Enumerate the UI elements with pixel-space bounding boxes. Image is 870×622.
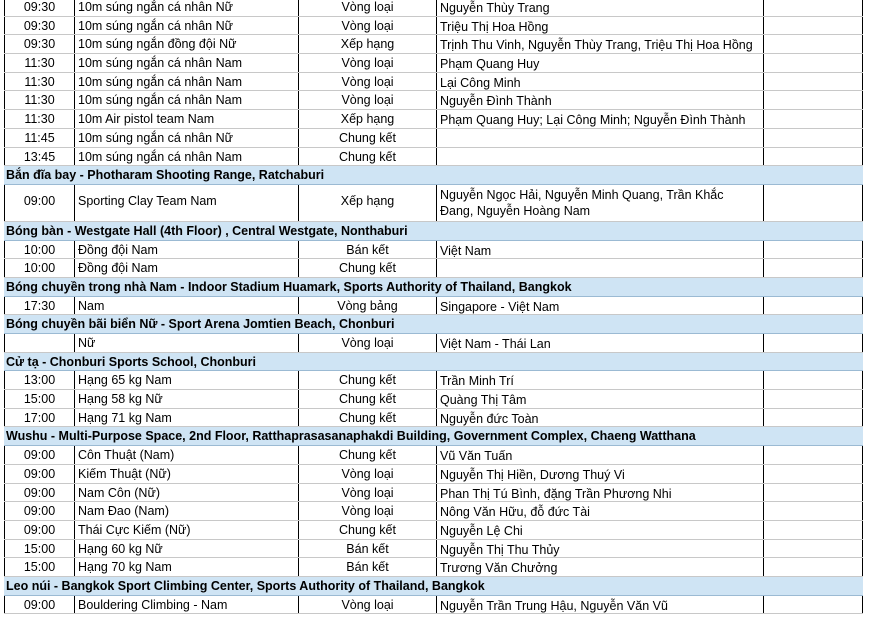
schedule-row[interactable]	[4, 446, 863, 465]
empty-cell[interactable]	[763, 596, 863, 614]
empty-cell[interactable]	[763, 54, 863, 72]
event-cell[interactable]: Đồng đội Nam	[74, 259, 298, 277]
athletes-cell[interactable]: Nguyễn Thị Thu Thủy	[436, 540, 763, 558]
event-cell[interactable]: 10m súng ngắn cá nhân Nữ	[74, 17, 298, 35]
athletes-cell[interactable]	[436, 148, 763, 166]
athletes-cell[interactable]	[436, 129, 763, 147]
athletes-cell[interactable]: Nguyễn Ngọc Hải, Nguyễn Minh Quang, Trần Khắc Đang, Nguyễn Hoàng Nam	[436, 185, 763, 221]
time-cell[interactable]: 09:30	[4, 35, 74, 53]
schedule-row[interactable]	[4, 521, 863, 540]
time-cell[interactable]: 09:00	[4, 596, 74, 614]
event-cell[interactable]: Nam Côn (Nữ)	[74, 484, 298, 502]
time-cell[interactable]: 09:00	[4, 502, 74, 520]
round-cell[interactable]: Vòng loại	[298, 91, 436, 109]
time-cell[interactable]: 10:00	[4, 259, 74, 277]
event-cell[interactable]: Nữ	[74, 334, 298, 352]
schedule-row[interactable]	[4, 465, 863, 484]
empty-cell[interactable]	[763, 35, 863, 53]
round-cell[interactable]: Vòng loại	[298, 73, 436, 91]
venue-header-text: Bóng chuyền trong nhà Nam - Indoor Stadium Huamark, Sports Authority of Thailand, Bangkok	[6, 279, 572, 294]
venue-header-text: Leo núi - Bangkok Sport Climbing Center, Sports Authority of Thailand, Bangkok	[6, 578, 485, 593]
round-cell[interactable]: Chung kết	[298, 371, 436, 389]
round-cell[interactable]: Vòng loại	[298, 465, 436, 483]
time-cell[interactable]: 15:00	[4, 390, 74, 408]
empty-cell[interactable]	[763, 17, 863, 35]
schedule-row[interactable]	[4, 502, 863, 521]
round-cell[interactable]: Chung kết	[298, 409, 436, 427]
schedule-row[interactable]	[4, 484, 863, 503]
schedule-row[interactable]	[4, 0, 863, 17]
round-cell[interactable]: Xếp hạng	[298, 110, 436, 128]
athletes-cell[interactable]: Nông Văn Hữu, đỗ đức Tài	[436, 502, 763, 520]
time-cell[interactable]: 15:00	[4, 540, 74, 558]
empty-cell[interactable]	[763, 558, 863, 576]
round-cell[interactable]: Xếp hạng	[298, 35, 436, 53]
empty-cell[interactable]	[763, 110, 863, 128]
event-cell[interactable]: 10m súng ngắn cá nhân Nữ	[74, 0, 298, 16]
event-cell[interactable]: Đồng đội Nam	[74, 241, 298, 259]
venue-header-row	[4, 353, 863, 372]
time-cell[interactable]: 13:45	[4, 148, 74, 166]
athletes-cell[interactable]: Nguyễn đức Toàn	[436, 409, 763, 427]
time-cell[interactable]: 11:45	[4, 129, 74, 147]
round-cell[interactable]: Vòng loại	[298, 334, 436, 352]
event-cell[interactable]: Bouldering Climbing - Nam	[74, 596, 298, 614]
event-cell[interactable]: 10m súng ngắn cá nhân Nam	[74, 91, 298, 109]
athletes-cell[interactable]: Việt Nam - Thái Lan	[436, 334, 763, 352]
round-cell[interactable]: Vòng loại	[298, 596, 436, 614]
time-cell[interactable]: 09:00	[4, 185, 74, 221]
empty-cell[interactable]	[763, 484, 863, 502]
time-cell[interactable]	[4, 334, 74, 352]
round-cell[interactable]: Chung kết	[298, 446, 436, 464]
venue-header-text: Bắn đĩa bay - Photharam Shooting Range, Ratchaburi	[6, 168, 325, 183]
athletes-cell[interactable]: Phạm Quang Huy; Lại Công Minh; Nguyễn Đình Thành	[436, 110, 763, 128]
event-cell[interactable]: 10m súng ngắn đồng đội Nữ	[74, 35, 298, 53]
time-cell[interactable]: 09:30	[4, 0, 74, 16]
schedule-row[interactable]	[4, 35, 863, 54]
round-cell[interactable]: Vòng loại	[298, 0, 436, 16]
event-cell[interactable]: Hạng 71 kg Nam	[74, 409, 298, 427]
event-cell[interactable]: Sporting Clay Team Nam	[74, 185, 298, 221]
schedule-row[interactable]	[4, 129, 863, 148]
time-cell[interactable]: 17:30	[4, 297, 74, 315]
event-cell[interactable]: Hạng 58 kg Nữ	[74, 390, 298, 408]
schedule-row[interactable]	[4, 540, 863, 559]
athletes-cell[interactable]: Lại Công Minh	[436, 73, 763, 91]
empty-cell[interactable]	[763, 540, 863, 558]
empty-cell[interactable]	[763, 502, 863, 520]
schedule-row[interactable]	[4, 409, 863, 428]
schedule-row[interactable]	[4, 54, 863, 73]
athletes-cell[interactable]: Quàng Thị Tâm	[436, 390, 763, 408]
empty-cell[interactable]	[763, 148, 863, 166]
athletes-cell[interactable]: Phạm Quang Huy	[436, 54, 763, 72]
empty-cell[interactable]	[763, 91, 863, 109]
athletes-cell[interactable]: Nguyễn Trần Trung Hậu, Nguyễn Văn Vũ	[436, 596, 763, 614]
athletes-cell[interactable]: Nguyễn Đình Thành	[436, 91, 763, 109]
time-cell[interactable]: 09:00	[4, 484, 74, 502]
event-cell[interactable]: Côn Thuật (Nam)	[74, 446, 298, 464]
time-cell[interactable]: 09:00	[4, 465, 74, 483]
time-cell[interactable]: 09:00	[4, 521, 74, 539]
round-cell[interactable]: Bán kết	[298, 558, 436, 576]
round-cell[interactable]: Bán kết	[298, 540, 436, 558]
event-cell[interactable]: Hạng 65 kg Nam	[74, 371, 298, 389]
event-cell[interactable]: Hạng 60 kg Nữ	[74, 540, 298, 558]
schedule-row[interactable]	[4, 185, 863, 222]
empty-cell[interactable]	[763, 241, 863, 259]
round-cell[interactable]: Chung kết	[298, 129, 436, 147]
schedule-row[interactable]	[4, 73, 863, 92]
time-cell[interactable]: 11:30	[4, 110, 74, 128]
empty-cell[interactable]	[763, 409, 863, 427]
empty-cell[interactable]	[763, 465, 863, 483]
empty-cell[interactable]	[763, 73, 863, 91]
event-cell[interactable]: 10m súng ngắn cá nhân Nam	[74, 54, 298, 72]
schedule-row[interactable]	[4, 91, 863, 110]
round-cell[interactable]: Xếp hạng	[298, 185, 436, 221]
schedule-row[interactable]	[4, 148, 863, 167]
athletes-cell[interactable]: Trịnh Thu Vinh, Nguyễn Thùy Trang, Triệu Thị Hoa Hồng	[436, 35, 763, 53]
schedule-row[interactable]	[4, 17, 863, 36]
athletes-cell[interactable]: Nguyễn Thùy Trang	[436, 0, 763, 16]
schedule-row[interactable]	[4, 558, 863, 577]
empty-cell[interactable]	[763, 334, 863, 352]
athletes-cell[interactable]: Trương Văn Chưởng	[436, 558, 763, 576]
round-cell[interactable]: Vòng loại	[298, 502, 436, 520]
event-cell[interactable]: 10m súng ngắn cá nhân Nam	[74, 73, 298, 91]
athletes-cell[interactable]: Nguyễn Thị Hiền, Dương Thuý Vi	[436, 465, 763, 483]
empty-cell[interactable]	[763, 390, 863, 408]
schedule-row[interactable]	[4, 110, 863, 129]
empty-cell[interactable]	[763, 371, 863, 389]
round-cell[interactable]: Vòng loại	[298, 484, 436, 502]
athletes-cell[interactable]	[436, 259, 763, 277]
venue-header-row	[4, 427, 863, 446]
empty-cell[interactable]	[763, 259, 863, 277]
venue-header-row	[4, 166, 863, 185]
venue-header-row	[4, 222, 863, 241]
empty-cell[interactable]	[763, 521, 863, 539]
venue-header-text: Cử tạ - Chonburi Sports School, Chonburi	[6, 354, 257, 369]
empty-cell[interactable]	[763, 0, 863, 16]
round-cell[interactable]: Vòng bảng	[298, 297, 436, 315]
venue-header-row	[4, 278, 863, 297]
athletes-cell[interactable]: Nguyễn Lệ Chi	[436, 521, 763, 539]
event-cell[interactable]: Thái Cực Kiếm (Nữ)	[74, 521, 298, 539]
round-cell[interactable]: Chung kết	[298, 148, 436, 166]
round-cell[interactable]: Bán kết	[298, 241, 436, 259]
round-cell[interactable]: Vòng loại	[298, 54, 436, 72]
event-cell[interactable]: 10m súng ngắn cá nhân Nam	[74, 148, 298, 166]
event-cell[interactable]: Nam	[74, 297, 298, 315]
time-cell[interactable]: 09:30	[4, 17, 74, 35]
venue-header-row	[4, 577, 863, 596]
athletes-cell[interactable]: Việt Nam	[436, 241, 763, 259]
event-cell[interactable]: Kiếm Thuật (Nữ)	[74, 465, 298, 483]
round-cell[interactable]: Vòng loại	[298, 17, 436, 35]
venue-header-text: Wushu - Multi-Purpose Space, 2nd Floor, Ratthaprasasanaphakdi Building, Government Complex, Chaeng Watthana	[6, 429, 696, 444]
time-cell[interactable]: 17:00	[4, 409, 74, 427]
schedule-row[interactable]	[4, 371, 863, 390]
event-cell[interactable]: 10m súng ngắn cá nhân Nữ	[74, 129, 298, 147]
time-cell[interactable]: 15:00	[4, 558, 74, 576]
schedule-row[interactable]	[4, 390, 863, 409]
round-cell[interactable]: Chung kết	[298, 390, 436, 408]
round-cell[interactable]: Chung kết	[298, 259, 436, 277]
venue-header-text: Bóng bàn - Westgate Hall (4th Floor) , Central Westgate, Nonthaburi	[6, 223, 408, 238]
athletes-cell[interactable]: Phan Thị Tú Bình, đặng Trần Phương Nhi	[436, 484, 763, 502]
time-cell[interactable]: 13:00	[4, 371, 74, 389]
athletes-cell[interactable]: Triệu Thị Hoa Hồng	[436, 17, 763, 35]
schedule-sheet	[4, 0, 863, 614]
time-cell[interactable]: 10:00	[4, 241, 74, 259]
venue-header-text: Bóng chuyền bãi biển Nữ - Sport Arena Jomtien Beach, Chonburi	[6, 317, 395, 332]
event-cell[interactable]: 10m Air pistol team Nam	[74, 110, 298, 128]
time-cell[interactable]: 11:30	[4, 54, 74, 72]
time-cell[interactable]: 09:00	[4, 446, 74, 464]
schedule-row[interactable]	[4, 596, 863, 615]
empty-cell[interactable]	[763, 297, 863, 315]
athletes-cell[interactable]: Singapore - Việt Nam	[436, 297, 763, 315]
empty-cell[interactable]	[763, 185, 863, 221]
time-cell[interactable]: 11:30	[4, 91, 74, 109]
schedule-row[interactable]	[4, 259, 863, 278]
round-cell[interactable]: Chung kết	[298, 521, 436, 539]
schedule-row[interactable]	[4, 297, 863, 316]
event-cell[interactable]: Hạng 70 kg Nam	[74, 558, 298, 576]
schedule-row[interactable]	[4, 241, 863, 260]
event-cell[interactable]: Nam Đao (Nam)	[74, 502, 298, 520]
athletes-cell[interactable]: Trần Minh Trí	[436, 371, 763, 389]
time-cell[interactable]: 11:30	[4, 73, 74, 91]
athletes-cell[interactable]: Vũ Văn Tuấn	[436, 446, 763, 464]
schedule-row[interactable]	[4, 334, 863, 353]
empty-cell[interactable]	[763, 446, 863, 464]
empty-cell[interactable]	[763, 129, 863, 147]
venue-header-row	[4, 315, 863, 334]
